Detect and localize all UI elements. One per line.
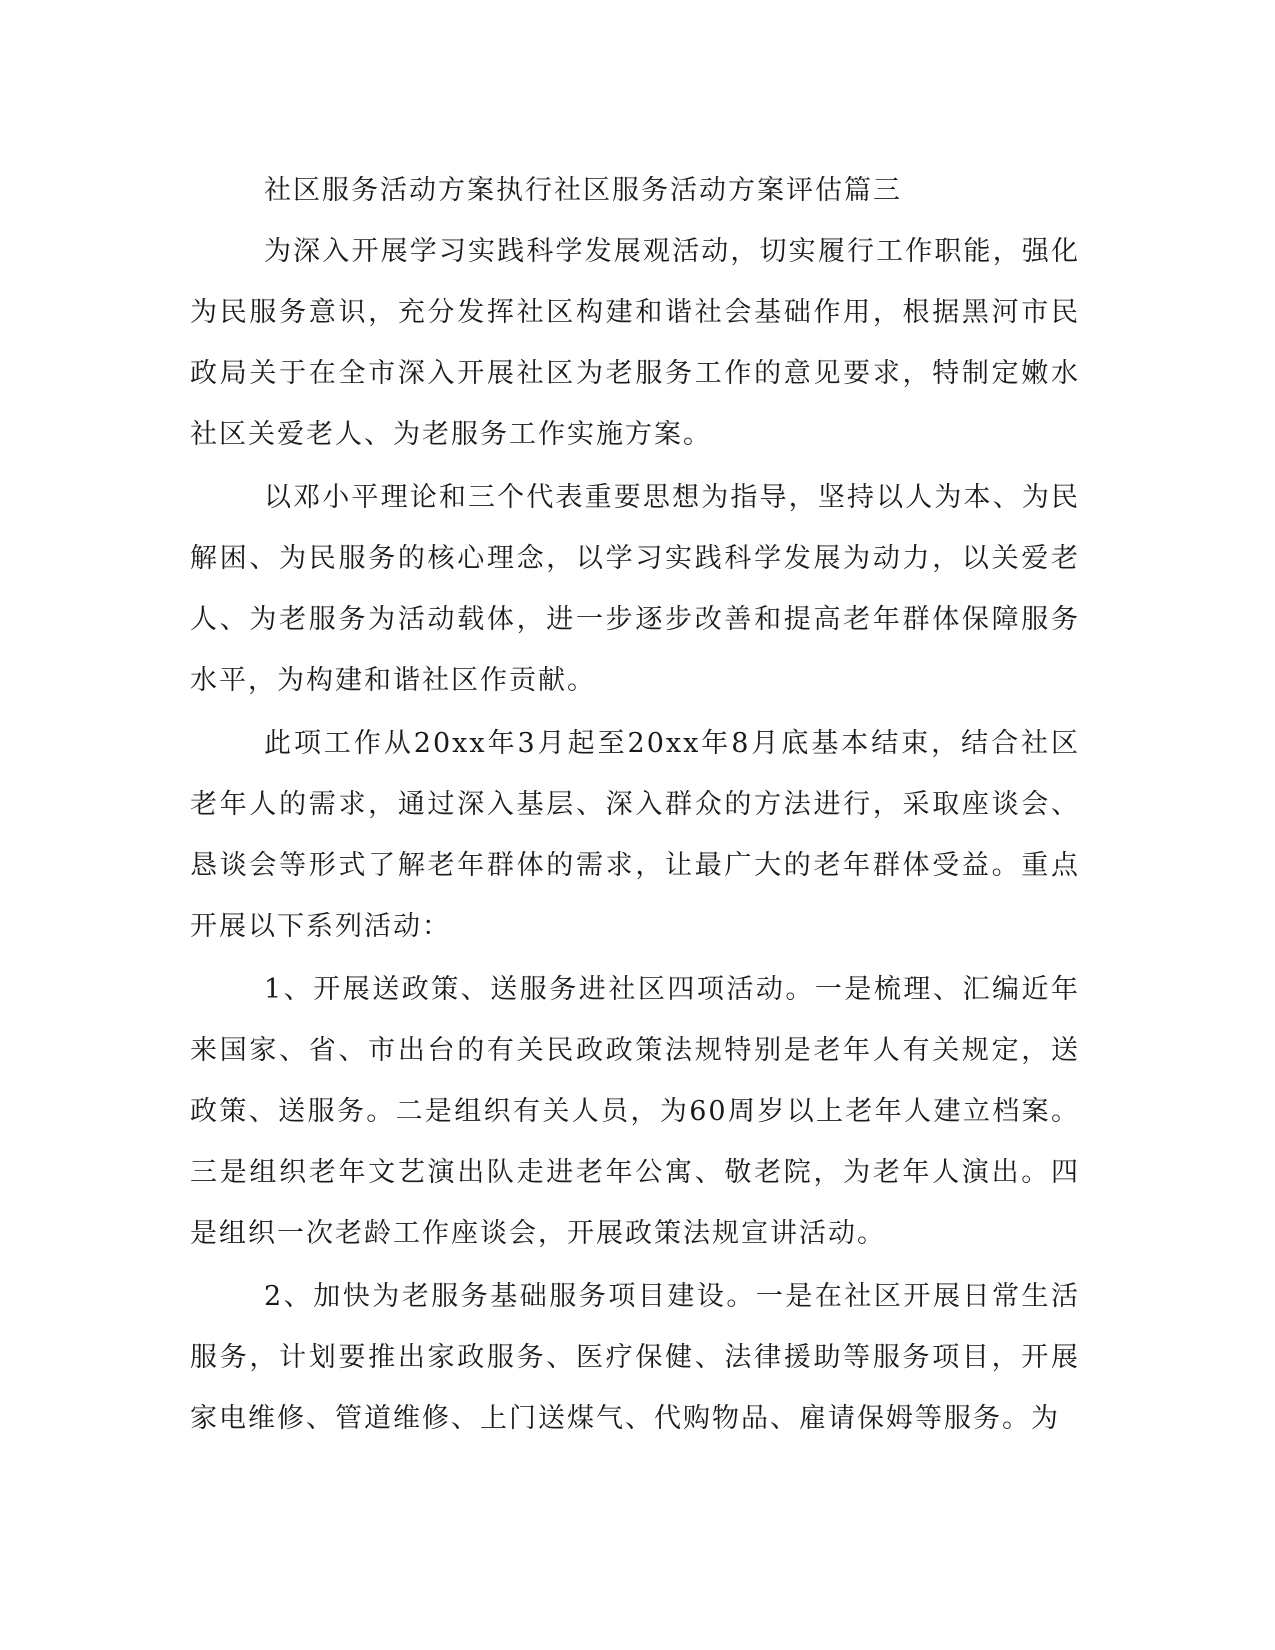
paragraph-activity-2: 2、加快为老服务基础服务项目建设。一是在社区开展日常生活服务，计划要推出家政服务、医疗保健、法律援助等服务项目，开展家电维修、管道维修、上门送煤气、代购物品、雇请保姆等服务。为 (190, 1281, 1080, 1434)
paragraph-guiding-principle: 以邓小平理论和三个代表重要思想为指导，坚持以人为本、为民解困、为民服务的核心理念，以学习实践科学发展为动力，以关爱老人、为老服务为活动载体，进一步逐步改善和提高老年群体保障服务水平，为构建和谐社区作贡献。 (190, 482, 1080, 696)
paragraph-purpose: 为深入开展学习实践科学发展观活动，切实履行工作职能，强化为民服务意识，充分发挥社区构建和谐社会基础作用，根据黑河市民政局关于在全市深入开展社区为老服务工作的意见要求，特制定嫩水社区关爱老人、为老服务工作实施方案。 (190, 236, 1080, 450)
paragraph-schedule: 此项工作从20xx年3月起至20xx年8月底基本结束，结合社区老年人的需求，通过深入基层、深入群众的方法进行，采取座谈会、恳谈会等形式了解老年群体的需求，让最广大的老年群体受益。重点开展以下系列活动： (190, 728, 1080, 942)
document-body (190, 163, 1080, 1449)
document-title: 社区服务活动方案执行社区服务活动方案评估篇三 (264, 175, 902, 206)
paragraph-activity-1: 1、开展送政策、送服务进社区四项活动。一是梳理、汇编近年来国家、省、市出台的有关民政政策法规特别是老年人有关规定，送政策、送服务。二是组织有关人员，为60周岁以上老年人建立档案。三是组织老年文艺演出队走进老年公寓、敬老院，为老年人演出。四是组织一次老龄工作座谈会，开展政策法规宣讲活动。 (190, 974, 1080, 1249)
